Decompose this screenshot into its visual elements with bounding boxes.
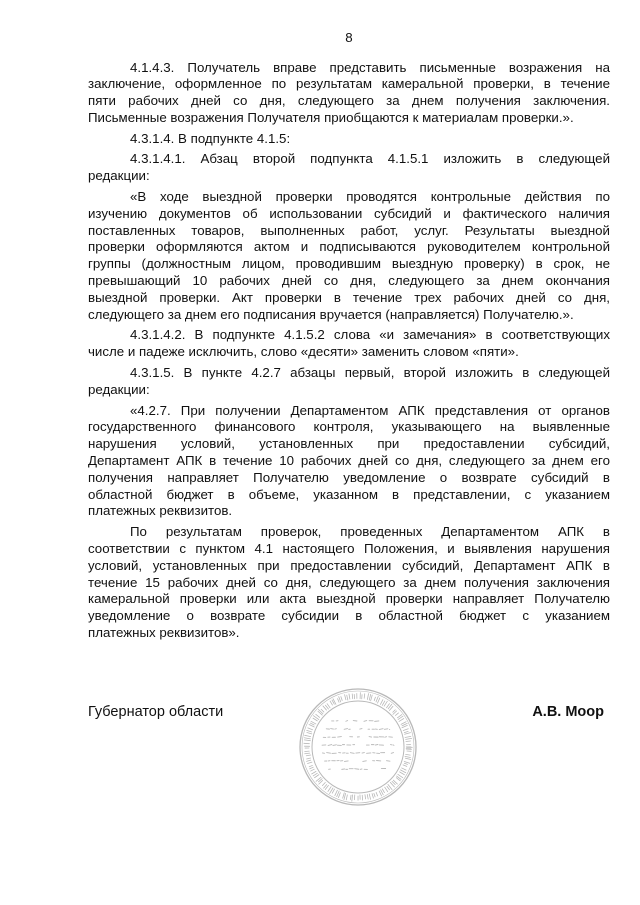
seal-mark [305,753,310,754]
text-line: 4.3.1.4. В подпункте 4.1.5: [130,130,291,146]
seal-mark [387,786,390,790]
seal-mark [343,793,345,798]
seal-mark [355,769,359,770]
seal-mark [310,767,314,769]
text-line: следующего за днем его подписания вручается (направляется) Получателю.». [88,306,574,322]
seal-outer-ring [300,689,416,805]
seal-mark [403,765,407,767]
text-line: получения направляет Получателю уведомление о возврате субсидий в [88,469,610,485]
seal-mark [352,694,353,699]
seal-mark [312,771,316,774]
seal-mark [405,758,410,759]
seal-mark [338,699,340,703]
seal-mark [346,721,348,722]
seal-mark [307,758,311,759]
seal-mark [335,790,338,795]
text-line: поставленных товаров, выполненных работ, услуг. Результаты выездной [88,222,610,238]
seal-mark [332,789,334,793]
seal-mark [310,723,314,725]
paragraph-3 [88,151,610,185]
seal-mark [333,745,336,746]
paragraph-2 [88,131,610,148]
text-line: числе и падеже исключить, слово «десяти» заменить словом «пяти». [88,344,519,360]
seal-mark [371,695,373,701]
seal-inner-ring [312,701,404,793]
text-line: Письменные возражения Получателя приобщаются к материалам проверки.». [88,109,574,125]
seal-mark [382,789,384,793]
text-line: заключение, оформленное по результатам камеральной проверки, в течение [88,76,610,92]
document-body [88,60,610,646]
text-line: группы (должностным лицом, проводившим выездную проверку) в срок, не [88,256,610,272]
seal-mark [404,731,408,732]
text-line: 4.1.4.3. Получатель вправе представить письменные возражения на [130,59,610,75]
seal-mark [346,795,347,800]
paragraph-4 [88,189,610,323]
seal-mark [309,765,312,766]
seal-mark [380,700,382,705]
page-number: 8 [345,30,353,45]
seal-mark [369,694,370,700]
seal-mark [403,729,408,731]
text-line: По результатам проверок, проведенных Департаментом АПК в [130,524,610,540]
text-line: 4.3.1.4.1. Абзац второй подпункта 4.1.5.1 изложить в следующей [130,151,610,167]
seal-mark [376,696,378,702]
seal-mark [404,763,407,764]
seal-mark [395,713,398,716]
text-line: платежных реквизитов». [88,625,240,640]
paragraph-5 [88,327,610,361]
seal-mark [307,760,311,761]
signatory-position: Губернатор области [88,704,224,720]
seal-mark [363,761,367,762]
seal-mark [306,755,310,756]
text-line: «В ходе выездной проверки проводятся контрольные действия по [130,189,610,205]
text-line: «4.2.7. При получении Департаментом АПК представления от органов [130,402,610,418]
seal-mark [322,782,325,785]
seal-mark [308,728,313,730]
seal-mark [352,795,353,801]
paragraph-1 [88,60,610,127]
text-line: областной бюджет в объеме, указанном в представлении, с указанием [88,486,610,502]
seal-mark [313,718,317,721]
seal-mark [311,769,315,771]
seal-mark [338,737,342,738]
seal-mark [350,753,354,754]
text-line: 4.3.1.5. В пункте 4.2.7 абзацы первый, второй изложить в следующей [130,365,610,381]
seal-mark [405,736,411,737]
seal-mark [316,714,320,717]
seal-mark [365,795,366,799]
text-line: нарушения условий, установленных при предоставлении субсидий, [88,436,610,452]
seal-outer-inner-ring [302,691,414,803]
text-line: государственного финансового контроля, указывающего на выявленные [88,419,610,435]
text-line: превышающий 10 рабочих дней со дня, следующего за днем окончания [88,273,610,289]
seal-mark [385,787,388,791]
seal-mark [350,795,351,799]
seal-mark [327,753,331,754]
seal-mark [349,694,350,699]
seal-mark [308,762,312,763]
seal-mark [344,761,348,762]
text-line: Департамент АПК в течение 10 рабочих дней со дня, следующего за днем его [88,453,610,469]
seal-mark [406,738,412,739]
seal-mark [304,738,310,739]
seal-mark [367,794,368,799]
seal-mark [321,709,324,712]
text-line: платежных реквизитов. [88,503,233,519]
seal-lettering-texture [304,693,412,802]
seal-mark [338,793,340,798]
seal-mark [330,701,332,705]
seal-mark [405,756,410,757]
seal-mark [391,753,393,754]
paragraph-6 [88,365,610,399]
seal-mark [379,729,383,730]
seal-mark [307,733,312,734]
seal-mark [327,704,330,708]
seal-mark [369,737,371,738]
seal-mark [406,741,411,742]
seal-mark [406,754,411,755]
seal-mark [304,740,310,741]
seal-mark [402,768,407,770]
seal-mark [378,698,380,703]
seal-mark [341,697,342,701]
text-line: соответствии с пунктом 4.1 настоящего Положения, и выявления нарушения [88,541,610,557]
seal-mark [393,710,396,712]
seal-mark [400,772,405,775]
seal-mark [364,721,367,722]
paragraph-8 [88,524,610,642]
seal-mark [323,706,327,710]
text-line: течение 15 рабочих дней со дня, следующего за днем получения заключения [88,574,610,590]
text-line: 4.3.1.4.2. В подпункте 4.1.5.2 слова «и замечания» в соответствующих [130,327,610,343]
signatory-name: А.В. Моор [532,704,604,720]
seal-mark [376,792,377,796]
text-line: редакции: [88,168,150,184]
seal-mark [404,762,409,764]
seal-mark [318,711,322,715]
seal-mark [307,730,312,732]
seal-mark [369,794,370,799]
text-line: условий, установленных при предоставлении субсидий, Департамент АПК в [88,557,610,573]
seal-mark [375,745,378,746]
text-line: изучению документов об использовании субсидий и фактического наличия [88,205,610,221]
text-line: проверки оформляются актом и подписываются руководителем контрольной [88,239,610,255]
text-line: выездной проверки. Акт проверки в течение трех рабочих дней со дня, [88,289,610,305]
seal-mark [367,694,368,700]
seal-mark [400,770,405,773]
seal-mark [382,701,385,706]
text-line: уведомление о возврате субсидии в областной бюджет с указанием [88,608,610,624]
seal-mark [345,695,346,700]
seal-mark [364,694,365,698]
seal-mark [325,705,328,709]
seal-mark [344,729,347,730]
official-seal-stamp [298,687,418,807]
seal-mark [328,745,332,746]
paragraph-7 [88,403,610,521]
seal-mark [313,773,317,776]
text-line: камеральной проверки или акта выездной проверки направляет Получателю [88,591,610,607]
text-line: пяти рабочих дней со дня, следующего за днем получения заключения. [88,93,610,109]
text-line: редакции: [88,381,150,397]
seal-mark [328,787,331,792]
seal-mark [405,733,411,735]
seal-mark [305,735,311,736]
seal-mark [372,794,373,798]
seal-mark [374,793,375,796]
seal-mark [399,719,404,722]
seal-mark [374,697,375,700]
seal-mark [347,695,348,700]
